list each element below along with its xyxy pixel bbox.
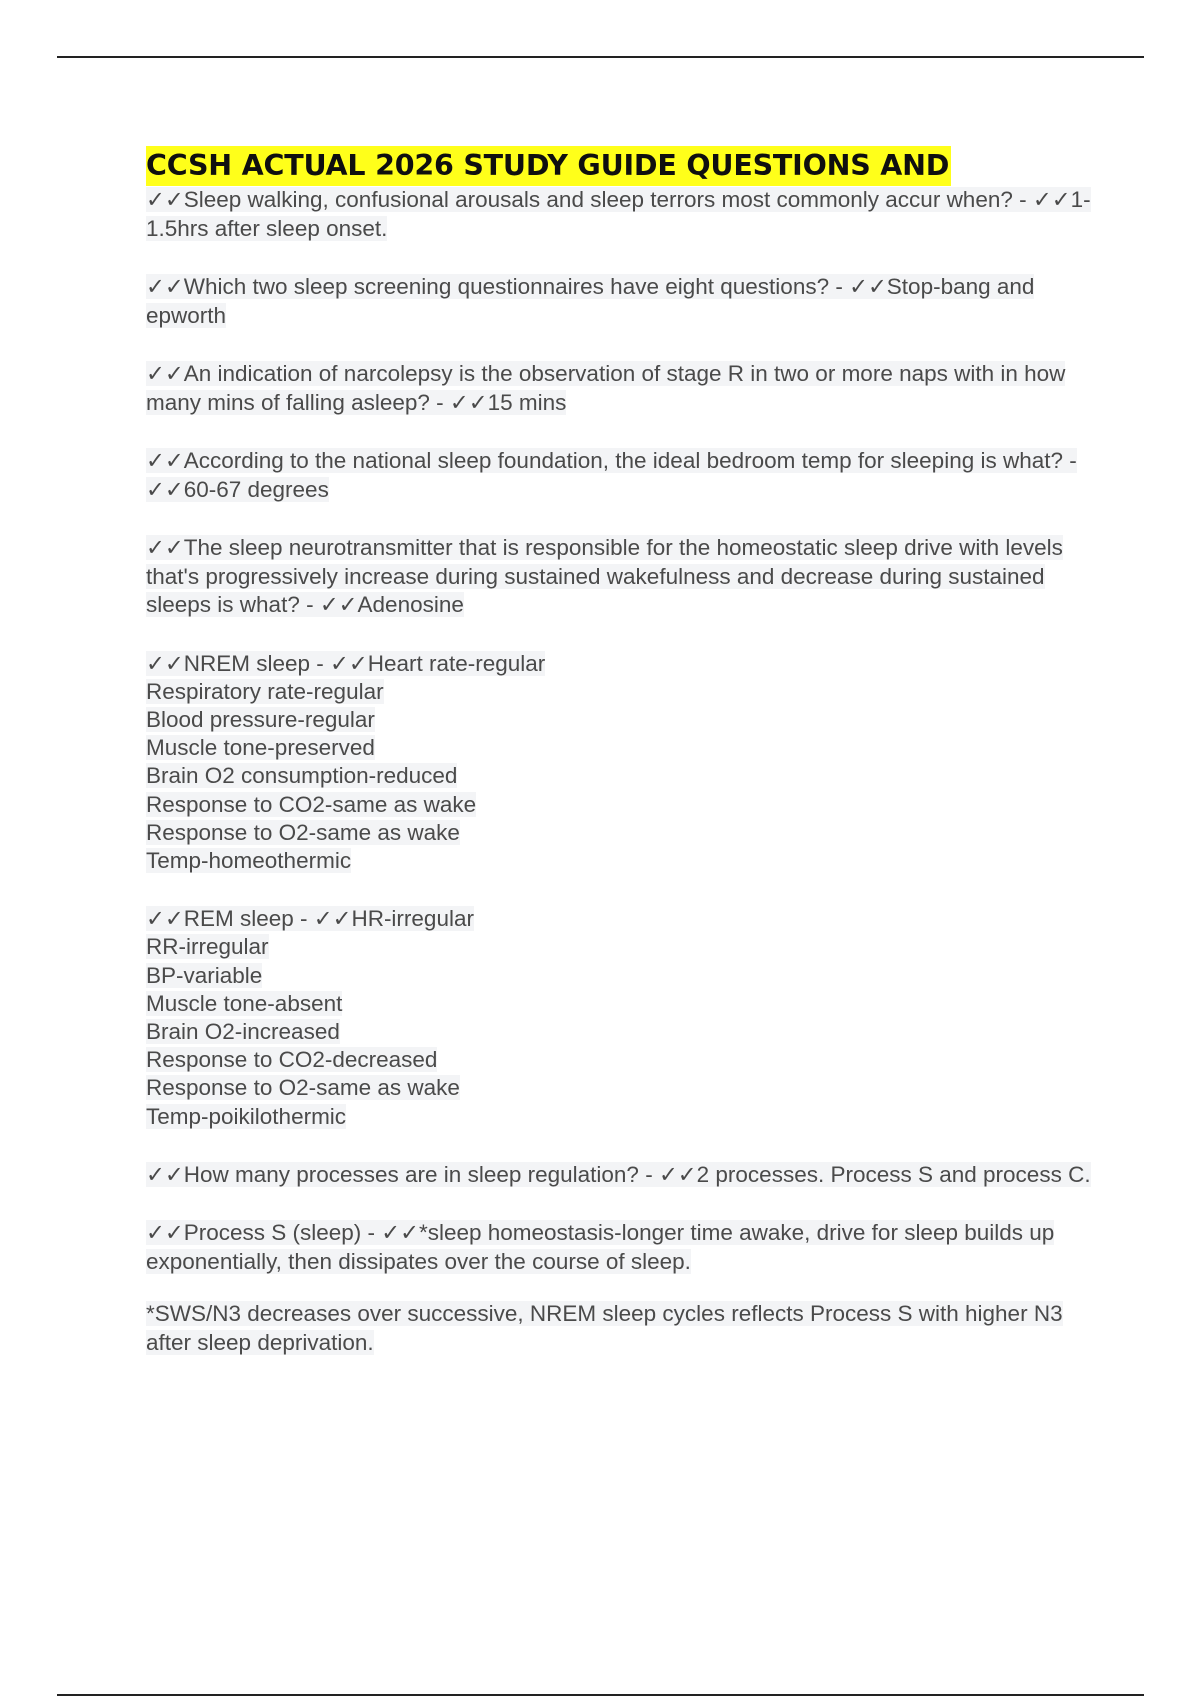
qa-text: ✓✓Which two sleep screening questionnaires have eight questions? - ✓✓Stop-bang and epworth [146,274,1035,328]
list-item: Temp-homeothermic [146,847,352,873]
header-rule [57,56,1144,58]
list-item: RR-irregular [146,934,269,960]
list-item: Response to O2-same as wake [146,819,460,845]
list-item: Brain O2 consumption-reduced [146,763,458,789]
document-title: CCSH ACTUAL 2026 STUDY GUIDE QUESTIONS AND [146,146,951,186]
qa-item-4 [146,447,1096,504]
qa-text: ✓✓How many processes are in sleep regulation? - ✓✓2 processes. Process S and process C. [146,1161,1091,1187]
rem-sleep-list [146,905,1096,1131]
document-body [146,146,1096,1357]
qa-text: ✓✓An indication of narcolepsy is the observation of stage R in two or more naps with in how many mins of falling asleep? - ✓✓15 mins [146,361,1066,415]
list-item: Response to CO2-decreased [146,1047,438,1073]
qa-text: ✓✓According to the national sleep foundation, the ideal bedroom temp for sleeping is what? - ✓✓60-67 degrees [146,448,1077,502]
list-item: Temp-poikilothermic [146,1103,347,1129]
qa-item-3 [146,360,1096,417]
list-item: Muscle tone-absent [146,990,343,1016]
qa-item-5 [146,534,1096,620]
qa-text: *SWS/N3 decreases over successive, NREM sleep cycles reflects Process S with higher N3 after sleep deprivation. [146,1301,1063,1355]
nrem-sleep-list [146,650,1096,876]
qa-item-1 [146,186,1096,243]
list-item: ✓✓REM sleep - ✓✓HR-irregular [146,906,474,932]
list-item: Blood pressure-regular [146,706,375,732]
qa-item-8 [146,1300,1096,1357]
list-item: ✓✓NREM sleep - ✓✓Heart rate-regular [146,650,546,676]
list-item: Muscle tone-preserved [146,735,375,761]
list-item: Response to O2-same as wake [146,1075,460,1101]
list-item: Response to CO2-same as wake [146,791,477,817]
qa-text: ✓✓Process S (sleep) - ✓✓*sleep homeostasis-longer time awake, drive for sleep builds up exponentially, then dissipates over the course of sleep. [146,1220,1055,1274]
qa-text: ✓✓Sleep walking, confusional arousals and sleep terrors most commonly accur when? - ✓✓1-1.5hrs after sleep onset. [146,187,1091,241]
list-item: BP-variable [146,962,263,988]
list-item: Brain O2-increased [146,1018,340,1044]
list-item: Respiratory rate-regular [146,678,384,704]
qa-text: ✓✓The sleep neurotransmitter that is responsible for the homeostatic sleep drive with levels that's progressively increase during sustained wakefulness and decrease during sustained sleeps is what? - ✓✓Adenosine [146,535,1063,617]
qa-item-2 [146,273,1096,330]
qa-item-6 [146,1161,1096,1190]
qa-item-7 [146,1219,1096,1276]
footer-rule [57,1694,1144,1696]
